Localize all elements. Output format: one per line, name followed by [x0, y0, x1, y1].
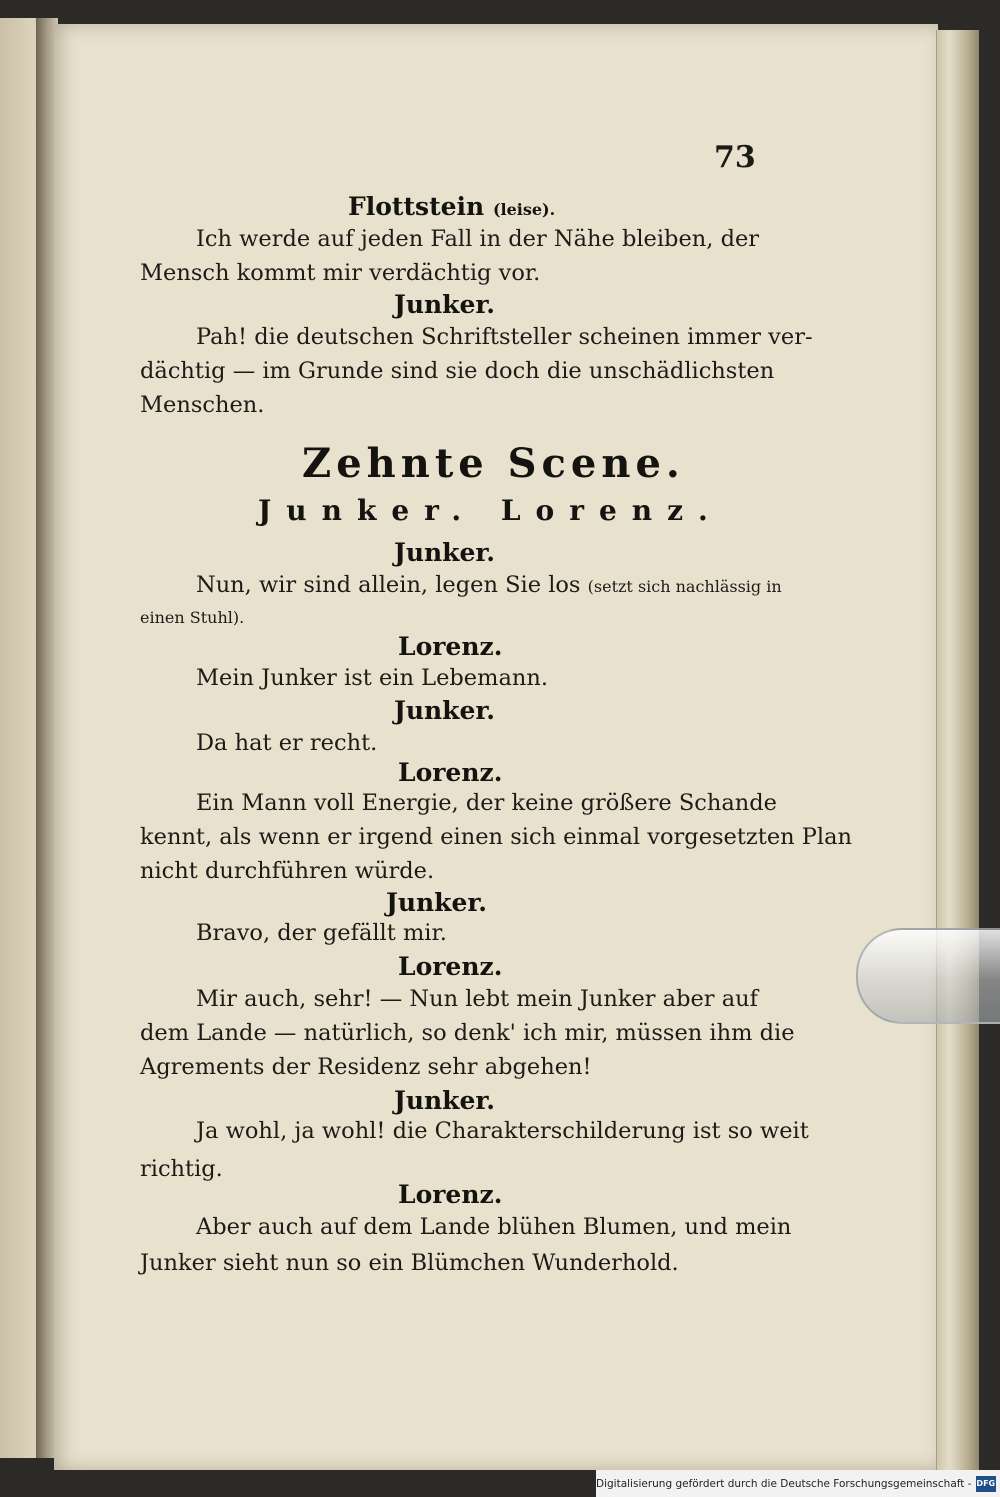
page-stack-edge [936, 30, 979, 1470]
speaker-heading: Lorenz. [398, 758, 503, 787]
page-number: 73 [714, 140, 756, 175]
speaker-heading: Lorenz. [398, 1180, 503, 1209]
scene-title: Zehnte Scene. [302, 440, 685, 487]
text-line: Menschen. [140, 392, 265, 418]
text-line: Ich werde auf jeden Fall in der Nähe bleiben, der [196, 226, 760, 252]
text-line: nicht durchführen würde. [140, 858, 435, 884]
speaker-heading: Lorenz. [398, 952, 503, 981]
text-line: Pah! die deutschen Schriftsteller scheinen immer ver- [196, 324, 813, 350]
text-line: dächtig — im Grunde sind sie doch die unschädlichsten [140, 358, 775, 384]
digitization-footer [596, 1470, 1000, 1497]
page-clip [856, 928, 1000, 1024]
speaker-heading [348, 192, 555, 221]
speaker-heading: Junker. [394, 538, 495, 567]
speaker-heading: Lorenz. [398, 632, 503, 661]
text-line: richtig. [140, 1156, 223, 1182]
scene-persons: Junker. Lorenz. [258, 494, 723, 527]
stage-direction: einen Stuhl). [140, 608, 245, 627]
speaker-heading: Junker. [386, 888, 487, 917]
text-line: Mein Junker ist ein Lebemann. [196, 665, 549, 691]
text-line: dem Lande — natürlich, so denk' ich mir, müssen ihm die [140, 1020, 795, 1046]
speaker-heading: Junker. [394, 1086, 495, 1115]
speaker-heading: Junker. [394, 290, 495, 319]
text-line: Junker sieht nun so ein Blümchen Wunderhold. [140, 1250, 679, 1276]
text-line: Aber auch auf dem Lande blühen Blumen, und mein [196, 1214, 792, 1240]
dfg-logo-icon: DFG [976, 1476, 996, 1492]
stage-direction: (leise). [492, 200, 556, 219]
speaker-name: Flottstein [348, 192, 485, 221]
text-line: Ein Mann voll Energie, der keine größere Schande [196, 790, 777, 816]
dialogue-text: Nun, wir sind allein, legen Sie los [196, 572, 581, 598]
stage-direction: (setzt sich nachlässig in [587, 577, 782, 596]
text-line: Mensch kommt mir verdächtig vor. [140, 260, 541, 286]
speaker-heading: Junker. [394, 696, 495, 725]
text-line: Da hat er recht. [196, 730, 378, 756]
text-line [196, 572, 782, 598]
footer-text: Digitalisierung gefördert durch die Deutsche Forschungsgemeinschaft - [596, 1477, 972, 1490]
text-line: Agrements der Residenz sehr abgehen! [140, 1054, 592, 1080]
text-line: Mir auch, sehr! — Nun lebt mein Junker aber auf [196, 986, 758, 1012]
text-line: Bravo, der gefällt mir. [196, 920, 447, 946]
text-line: Ja wohl, ja wohl! die Charakterschilderung ist so weit [196, 1118, 809, 1144]
text-line: kennt, als wenn er irgend einen sich einmal vorgesetzten Plan [140, 824, 853, 850]
